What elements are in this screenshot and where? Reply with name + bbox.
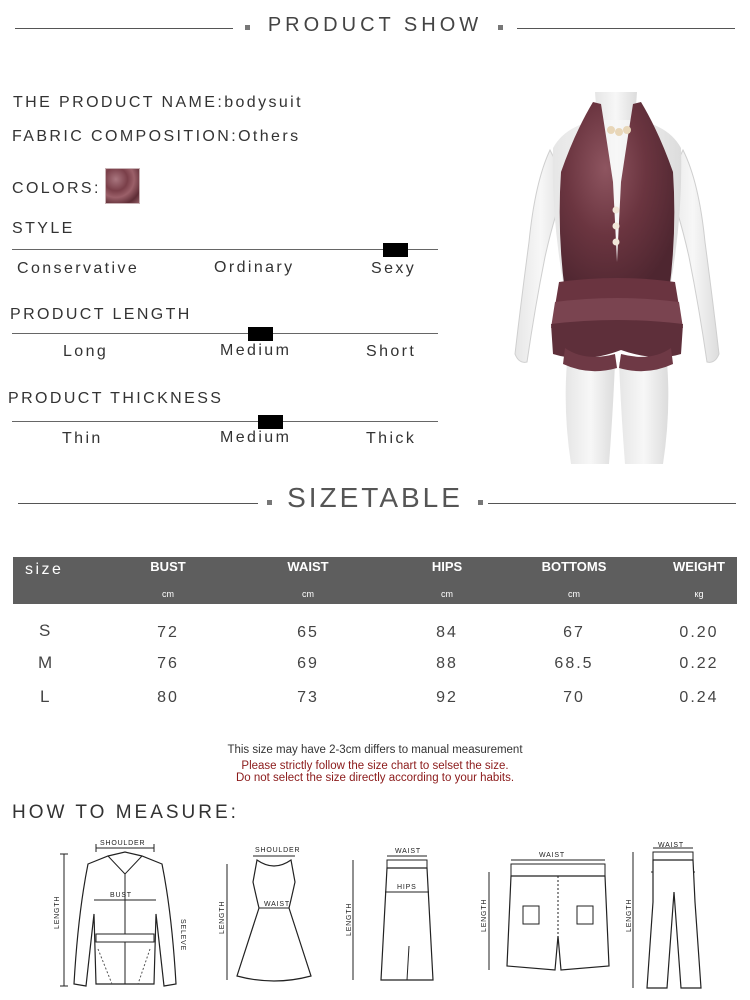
bead: [613, 239, 620, 246]
header-square-right: [498, 25, 503, 30]
product-photo: [505, 92, 735, 464]
cell-s-hips: 84: [436, 624, 458, 641]
sizetable-title: SIZETABLE: [287, 482, 463, 513]
length-option-short: Short: [366, 343, 417, 360]
product-name-label: THE PRODUCT NAME:: [13, 94, 225, 111]
jacket-sleeve-label: SELEVE: [179, 919, 186, 952]
style-marker: [383, 243, 408, 257]
header-rule-right: [517, 28, 735, 29]
note-measurement: This size may have 2-3cm differs to manual measurement: [227, 744, 523, 756]
cell-s-waist: 65: [297, 624, 319, 641]
cell-l-hips: 92: [436, 689, 458, 706]
col-header-waist: WAIST: [287, 559, 329, 574]
shorts-diagram: [475, 850, 615, 975]
skirt-hips-label: HIPS: [397, 884, 417, 891]
style-label: STYLE: [12, 220, 75, 237]
unit-waist: cm: [302, 589, 314, 599]
length-option-medium: Medium: [220, 342, 292, 359]
row-size-s: S: [39, 621, 51, 640]
cell-m-weight: 0.22: [679, 655, 719, 672]
col-header-size: size: [25, 561, 64, 578]
color-swatch[interactable]: [105, 168, 140, 204]
length-marker: [248, 327, 273, 341]
colors-label: COLORS:: [12, 180, 101, 197]
thickness-option-thin: Thin: [62, 430, 103, 447]
cell-l-bottoms: 70: [563, 689, 585, 706]
style-option-sexy: Sexy: [371, 260, 417, 277]
shorts-outline: [507, 876, 609, 970]
length-label: PRODUCT LENGTH: [10, 306, 192, 323]
cell-s-bottoms: 67: [563, 624, 585, 641]
note-do-not-select: Do not select the size directly according to your habits.: [235, 772, 515, 784]
mannequin-right-leg: [619, 362, 668, 464]
dress-length-label: LENGTH: [219, 900, 226, 934]
thickness-option-medium: Medium: [220, 429, 292, 446]
size-table-header: [13, 557, 737, 604]
pants-waist-label: WAIST: [658, 842, 684, 849]
thickness-label: PRODUCT THICKNESS: [8, 390, 224, 407]
dress-diagram: [215, 842, 315, 987]
bead: [623, 126, 631, 134]
dress-waist-label: WAIST: [264, 901, 290, 908]
bead: [615, 128, 623, 136]
mannequin-left-leg: [566, 362, 615, 464]
cell-s-bust: 72: [157, 624, 179, 641]
cell-l-bust: 80: [157, 689, 179, 706]
shorts-length-label: LENGTH: [481, 898, 488, 932]
cell-m-hips: 88: [436, 655, 458, 672]
cell-m-bottoms: 68.5: [554, 655, 594, 672]
sizetable-rule-right: [488, 503, 736, 504]
style-option-conservative: Conservative: [17, 260, 140, 277]
product-name-value: bodysuit: [224, 94, 303, 111]
note-follow-chart: Please strictly follow the size chart to selset the size.: [241, 760, 509, 772]
unit-weight: кg: [694, 589, 704, 599]
bead: [613, 223, 620, 230]
col-header-hips: HIPS: [431, 559, 463, 574]
fabric-row: [12, 128, 300, 146]
unit-hips: cm: [441, 589, 453, 599]
cell-m-waist: 69: [297, 655, 319, 672]
product-name-row: [13, 94, 303, 112]
thickness-scale-line: [12, 421, 438, 422]
cell-m-bust: 76: [157, 655, 179, 672]
shorts-waist-label: WAIST: [539, 852, 565, 859]
cell-l-weight: 0.24: [679, 689, 719, 706]
fabric-label: FABRIC COMPOSITION:: [12, 128, 239, 145]
length-scale-line: [12, 333, 438, 334]
length-option-long: Long: [63, 343, 109, 360]
jacket-length-label: LENGTH: [54, 895, 61, 929]
thickness-option-thick: Thick: [366, 430, 417, 447]
style-option-ordinary: Ordinary: [214, 259, 295, 276]
page-title: PRODUCT SHOW: [267, 14, 483, 36]
unit-bottoms: cm: [568, 589, 580, 599]
col-header-bottoms: BOTTOMS: [541, 559, 607, 574]
skirt-diagram: [345, 846, 445, 986]
jacket-diagram: [50, 834, 200, 994]
col-header-weight: WEIGHT: [673, 559, 725, 574]
fabric-value: Others: [238, 128, 301, 145]
unit-bust: cm: [162, 589, 174, 599]
pants-outline: [647, 860, 701, 988]
how-to-measure-title: HOW TO MEASURE:: [12, 802, 239, 823]
skirt-waist-label: WAIST: [395, 848, 421, 855]
sizetable-square-right: [478, 500, 483, 505]
col-header-bust: BUST: [150, 559, 186, 574]
pants-length-label: LENGTH: [626, 898, 633, 932]
bead: [613, 207, 620, 214]
row-size-l: L: [40, 687, 50, 706]
dress-shoulder-label: SHOULDER: [255, 847, 301, 854]
skirt-length-label: LENGTH: [346, 902, 353, 936]
pants-diagram: [625, 842, 720, 992]
thickness-marker: [258, 415, 283, 429]
dress-outline: [237, 860, 311, 981]
bead: [607, 126, 615, 134]
row-size-m: M: [38, 653, 53, 672]
jacket-bust-label: BUST: [110, 892, 132, 899]
jacket-shoulder-label: SHOULDER: [100, 840, 146, 847]
cell-s-weight: 0.20: [679, 624, 719, 641]
cell-l-waist: 73: [297, 689, 319, 706]
style-scale-line: [12, 249, 438, 250]
